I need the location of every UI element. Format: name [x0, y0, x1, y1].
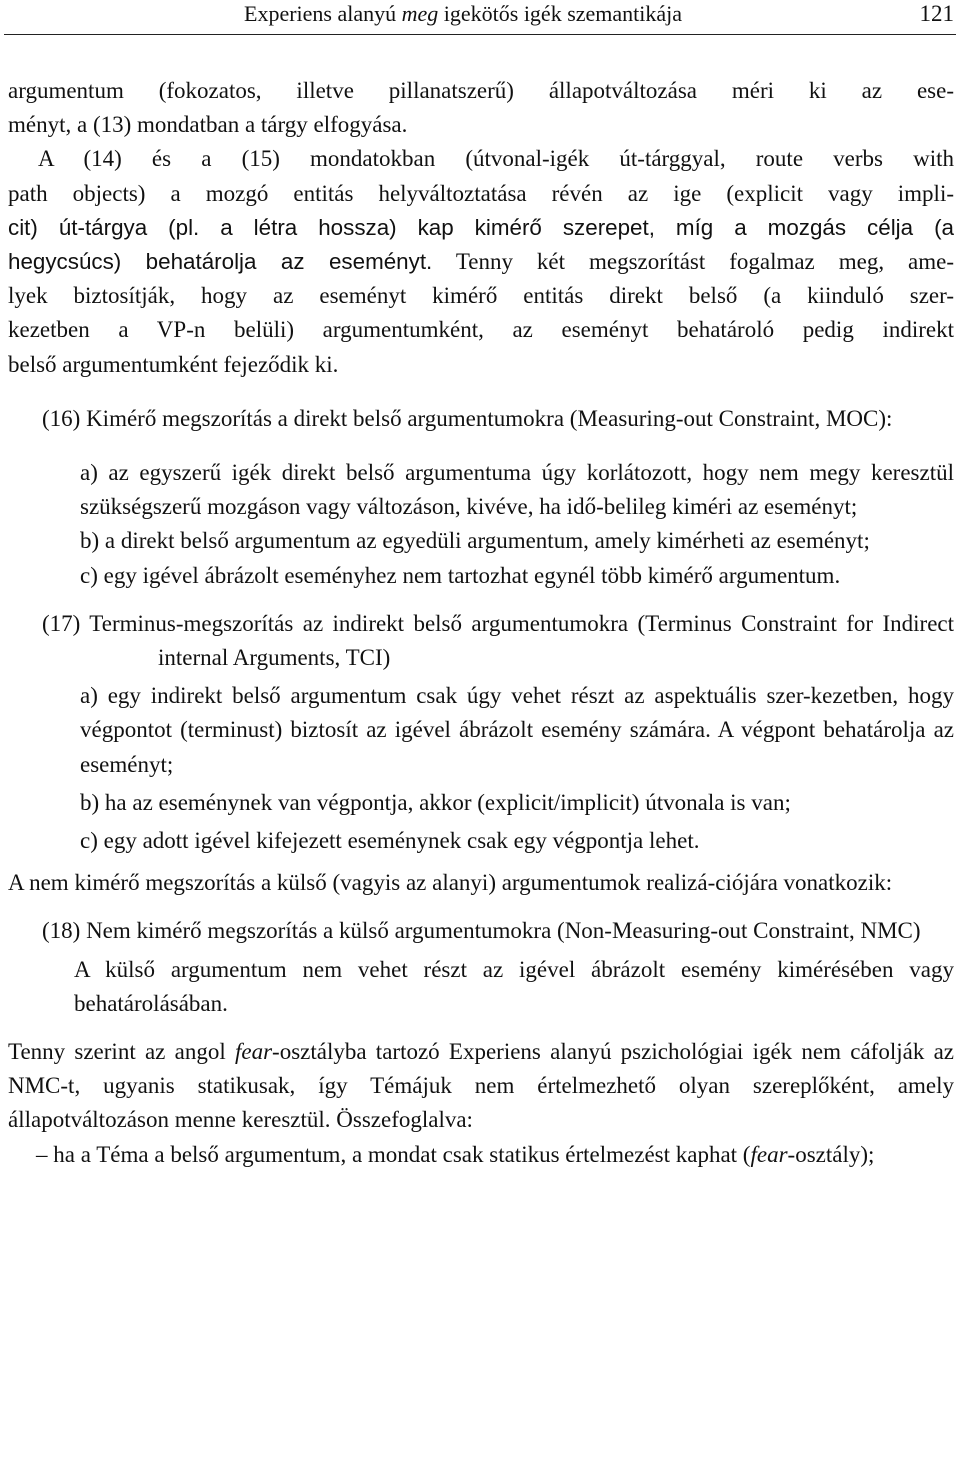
dash-list-item: [8, 1138, 954, 1172]
example-16-item-c: c) egy igével ábrázolt eseményhez nem tartozhat egynél több kimérő argumentum.: [80, 562, 841, 588]
text-span: -osztályba tartozó Experiens alanyú pszichológiai igék nem cáfolják az NMC-t, ugyanis statikusak, így Témájuk nem értelmezhető olyan szereplőként, amely állapotváltozáson menne keresztül. Összefoglalva:: [8, 1039, 954, 1133]
paragraph-1: [8, 74, 954, 382]
running-header: [0, 0, 960, 36]
header-rule: [4, 34, 956, 35]
header-title-italic: meg: [401, 1, 439, 26]
text-span: hegycsúcs) behatárolja az eseményt.: [8, 249, 433, 275]
page-body: [8, 74, 954, 1172]
example-16-item-a: a) az egyszerű igék direkt belső argumentuma úgy korlátozott, hogy nem megy keresztül szükségszerű mozgáson vagy változáson, kivéve, ha idő-belileg kiméri az eseményt;: [80, 460, 954, 520]
text-line: lyek biztosítják, hogy az eseményt kimérő entitás direkt belső (a kiinduló szer-: [8, 283, 954, 309]
header-title-part: igekötős igék szemantikája: [438, 1, 683, 26]
example-16-heading: (16) Kimérő megszorítás a direkt belső argumentumokra (Measuring-out Constraint, MOC):: [42, 405, 893, 431]
text-line: path objects) a mozgó entitás helyváltoztatása révén az ige (explicit vagy impli-: [8, 180, 954, 206]
text-span: Tenny két megszorítást fogalmaz meg, ame-: [432, 249, 954, 275]
page-number: 121: [919, 1, 954, 26]
text-line: A (14) és a (15) mondatokban (útvonal-igék út-tárggyal, route verbs with: [38, 146, 954, 172]
text-span: Tenny szerint az angol: [8, 1039, 235, 1065]
example-18-body: A külső argumentum nem vehet részt az igével ábrázolt esemény kimérésében vagy behatárolásában.: [74, 956, 954, 1016]
example-17-heading: (17) Terminus-megszorítás az indirekt belső argumentumokra (Terminus Constraint for Indirect internal Arguments, TCI): [42, 610, 954, 671]
example-17-item-c: c) egy adott igével kifejezett eseménynek csak egy végpontja lehet.: [80, 828, 700, 854]
text-span: – ha a Téma a belső argumentum, a mondat csak statikus értelmezést kaphat (: [36, 1141, 751, 1167]
example-18-heading: (18) Nem kimérő megszorítás a külső argumentumokra (Non-Measuring-out Constraint, NMC): [42, 918, 921, 944]
italic-term: fear: [234, 1039, 273, 1065]
text-span: -osztály);: [787, 1141, 875, 1167]
text-line: kezetben a VP-n belüli) argumentumként, az eseményt behatároló pedig indirekt: [8, 317, 954, 343]
text-line: cit) út-tárgya (pl. a létra hossza) kap kimérő szerepet, míg a mozgás célja (a: [8, 214, 954, 240]
text-line: ményt, a (13) mondatban a tárgy elfogyása.: [8, 112, 408, 138]
italic-term: fear: [750, 1141, 788, 1167]
header-title: [244, 1, 682, 27]
paragraph-2: A nem kimérő megszorítás a külső (vagyis az alanyi) argumentumok realizá-ciójára vonatkozik:: [8, 870, 893, 896]
example-17-item-b: b) ha az eseménynek van végpontja, akkor (explicit/implicit) útvonala is van;: [80, 789, 791, 815]
text-line: argumentum (fokozatos, illetve pillanatszerű) állapotváltozása méri ki az ese-: [8, 78, 954, 103]
text-line: belső argumentumként fejeződik ki.: [8, 351, 339, 377]
example-17-item-a: a) egy indirekt belső argumentum csak úgy vehet részt az aspektuális szer-kezetben, hogy végpontot (terminust) biztosít az igével ábrázolt esemény számára. A végpont behatárolja az eseményt;: [80, 683, 954, 777]
text-line: [8, 245, 954, 279]
example-16-item-b: b) a direkt belső argumentum az egyedüli argumentum, amely kimérheti az eseményt;: [80, 528, 870, 554]
paragraph-3: [8, 1035, 954, 1138]
header-title-part: Experiens alanyú: [244, 1, 402, 26]
